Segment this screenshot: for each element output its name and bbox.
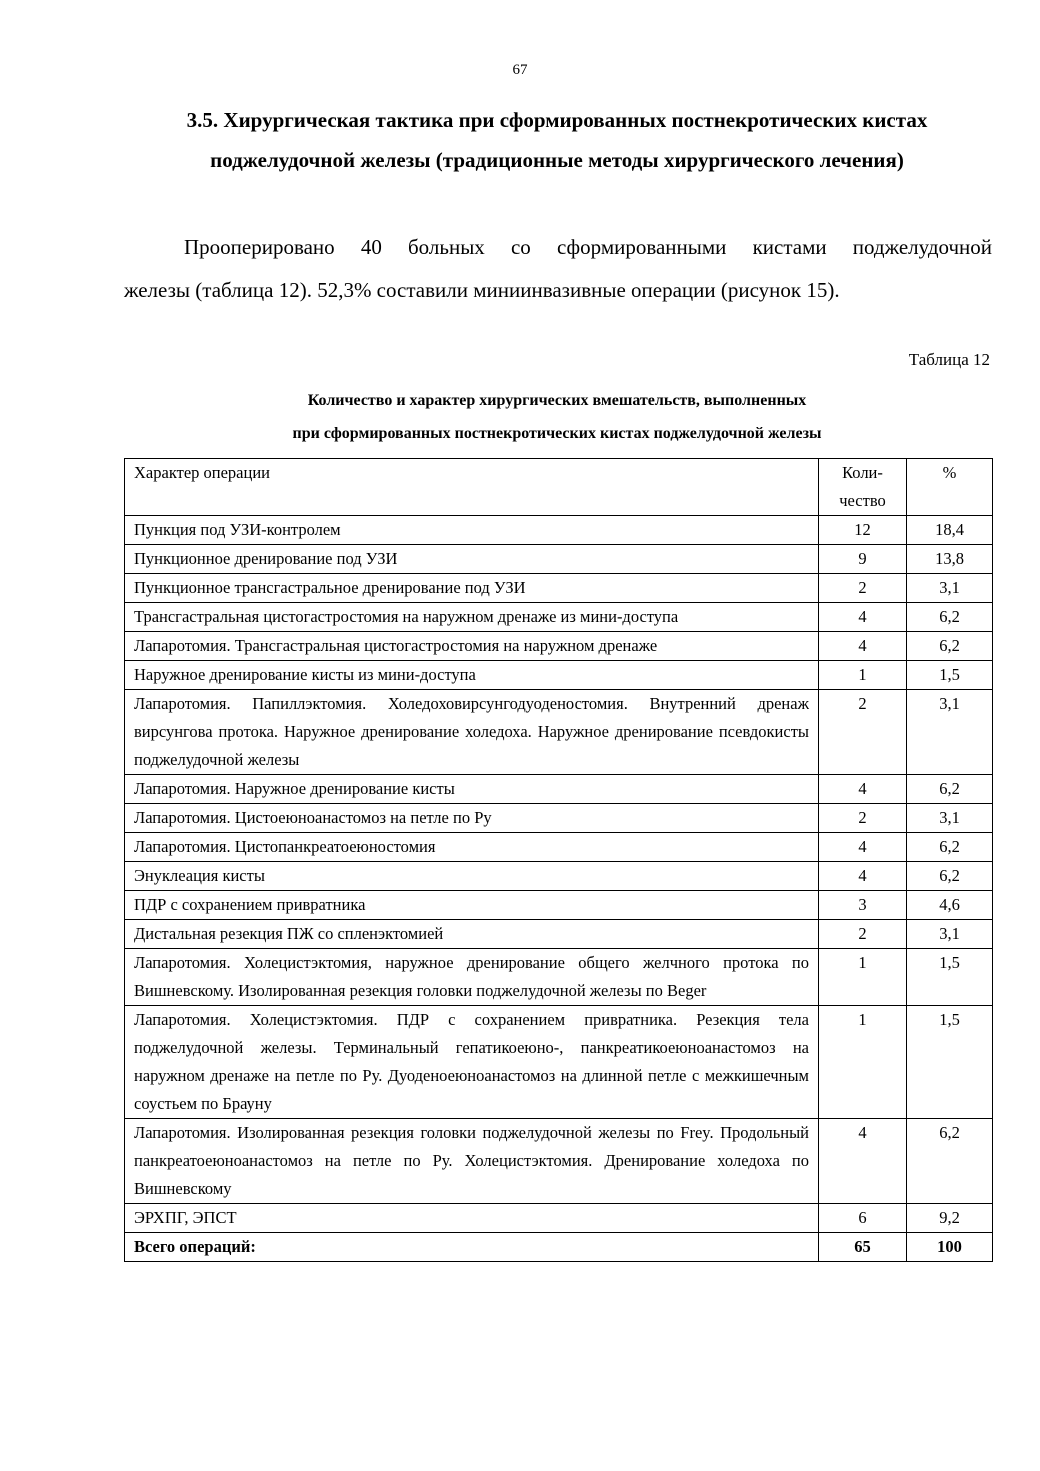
header-percent: %	[907, 459, 993, 516]
table-row	[125, 949, 993, 1006]
operation-cell: ЭРХПГ, ЭПСТ	[125, 1204, 819, 1233]
percent-cell: 3,1	[907, 574, 993, 603]
percent-cell: 1,5	[907, 1006, 993, 1119]
table-row	[125, 920, 993, 949]
table-row	[125, 1006, 993, 1119]
operation-cell: Пункционное трансгастральное дренирование под УЗИ	[125, 574, 819, 603]
table-row	[125, 804, 993, 833]
operation-cell: Трансгастральная цистогастростомия на наружном дренаже из мини-доступа	[125, 603, 819, 632]
count-cell: 2	[819, 920, 907, 949]
operation-cell: Энуклеация кисты	[125, 862, 819, 891]
operation-cell: Лапаротомия. Изолированная резекция головки поджелудочной железы по Frey. Продольный панкреатоеюноанастомоз на петле по Ру. Холецистэктомия. Дренирование холедоха по Вишневскому	[125, 1119, 819, 1204]
table-row	[125, 690, 993, 775]
operation-cell: Лапаротомия. Холецистэктомия, наружное дренирование общего желчного протока по Вишневскому. Изолированная резекция головки поджелудочной железы по Beger	[125, 949, 819, 1006]
operation-cell: Наружное дренирование кисты из мини-доступа	[125, 661, 819, 690]
operation-cell: Лапаротомия. Папиллэктомия. Холедоховирсунгодуоденостомия. Внутренний дренаж вирсунгова протока. Наружное дренирование холедоха. Наружное дренирование псевдокисты поджелудочной железы	[125, 690, 819, 775]
operation-cell: Дистальная резекция ПЖ со спленэктомией	[125, 920, 819, 949]
table-caption-line-1: Количество и характер хирургических вмешательств, выполненных	[307, 392, 807, 409]
table-caption-line-2: при сформированных постнекротических кистах поджелудочной железы	[292, 425, 822, 442]
operation-cell: Пункция под УЗИ-контролем	[125, 516, 819, 545]
percent-cell: 9,2	[907, 1204, 993, 1233]
count-cell: 9	[819, 545, 907, 574]
table-row	[125, 891, 993, 920]
header-count	[819, 459, 907, 516]
total-label: Всего операций:	[125, 1233, 819, 1262]
total-count: 65	[819, 1233, 907, 1262]
table-row	[125, 545, 993, 574]
table-row	[125, 775, 993, 804]
percent-cell: 3,1	[907, 804, 993, 833]
paragraph-line-2: железы (таблица 12). 52,3% составили миниинвазивные операции (рисунок 15).	[124, 278, 840, 302]
count-cell: 4	[819, 833, 907, 862]
table-row	[125, 1119, 993, 1204]
table-row	[125, 833, 993, 862]
table-row	[125, 516, 993, 545]
header-count-line-1: Коли-	[842, 463, 883, 482]
paragraph-line-1: Прооперировано 40 больных со сформированными кистами поджелудочной	[184, 235, 992, 259]
percent-cell: 4,6	[907, 891, 993, 920]
count-cell: 2	[819, 804, 907, 833]
operation-cell: Пункционное дренирование под УЗИ	[125, 545, 819, 574]
table-row	[125, 661, 993, 690]
header-count-line-2: чество	[839, 491, 886, 510]
percent-cell: 6,2	[907, 862, 993, 891]
operation-cell: Лапаротомия. Цистопанкреатоеюностомия	[125, 833, 819, 862]
count-cell: 2	[819, 574, 907, 603]
count-cell: 6	[819, 1204, 907, 1233]
count-cell: 4	[819, 1119, 907, 1204]
section-title-line-2: поджелудочной железы (традиционные методы хирургического лечения)	[210, 148, 904, 172]
count-cell: 1	[819, 949, 907, 1006]
percent-cell: 6,2	[907, 1119, 993, 1204]
count-cell: 1	[819, 661, 907, 690]
operation-cell: Лапаротомия. Трансгастральная цистогастростомия на наружном дренаже	[125, 632, 819, 661]
percent-cell: 1,5	[907, 661, 993, 690]
percent-cell: 6,2	[907, 632, 993, 661]
page-number: 67	[512, 62, 528, 78]
count-cell: 3	[819, 891, 907, 920]
count-cell: 1	[819, 1006, 907, 1119]
table-header-row	[125, 459, 993, 516]
count-cell: 2	[819, 690, 907, 775]
count-cell: 4	[819, 862, 907, 891]
count-cell: 12	[819, 516, 907, 545]
operations-table	[124, 458, 993, 1262]
operation-cell: Лапаротомия. Наружное дренирование кисты	[125, 775, 819, 804]
section-title-line-1: 3.5. Хирургическая тактика при сформированных постнекротических кистах	[186, 108, 928, 132]
section-title	[100, 100, 1014, 180]
percent-cell: 3,1	[907, 920, 993, 949]
table-row	[125, 574, 993, 603]
header-operation: Характер операции	[125, 459, 819, 516]
table-body	[125, 516, 993, 1233]
table-label: Таблица 12	[908, 350, 990, 369]
percent-cell: 3,1	[907, 690, 993, 775]
table-row	[125, 603, 993, 632]
percent-cell: 6,2	[907, 603, 993, 632]
total-percent: 100	[907, 1233, 993, 1262]
count-cell: 4	[819, 603, 907, 632]
count-cell: 4	[819, 775, 907, 804]
table-row	[125, 632, 993, 661]
percent-cell: 1,5	[907, 949, 993, 1006]
operation-cell: ПДР с сохранением привратника	[125, 891, 819, 920]
percent-cell: 6,2	[907, 775, 993, 804]
operation-cell: Лапаротомия. Холецистэктомия. ПДР с сохранением привратника. Резекция тела поджелудочной железы. Терминальный гепатикоеюно-, панкреатикоеюноанастомоз на наружном дренаже на петле по Ру. Дуоденоеюноанастомоз на длинной петле с межкишечным соустьем по Брауну	[125, 1006, 819, 1119]
percent-cell: 18,4	[907, 516, 993, 545]
percent-cell: 6,2	[907, 833, 993, 862]
body-paragraph	[124, 226, 992, 312]
table-caption	[100, 384, 1014, 450]
table-total-row	[125, 1233, 993, 1262]
table-row	[125, 1204, 993, 1233]
percent-cell: 13,8	[907, 545, 993, 574]
operation-cell: Лапаротомия. Цистоеюноанастомоз на петле по Ру	[125, 804, 819, 833]
count-cell: 4	[819, 632, 907, 661]
table-row	[125, 862, 993, 891]
